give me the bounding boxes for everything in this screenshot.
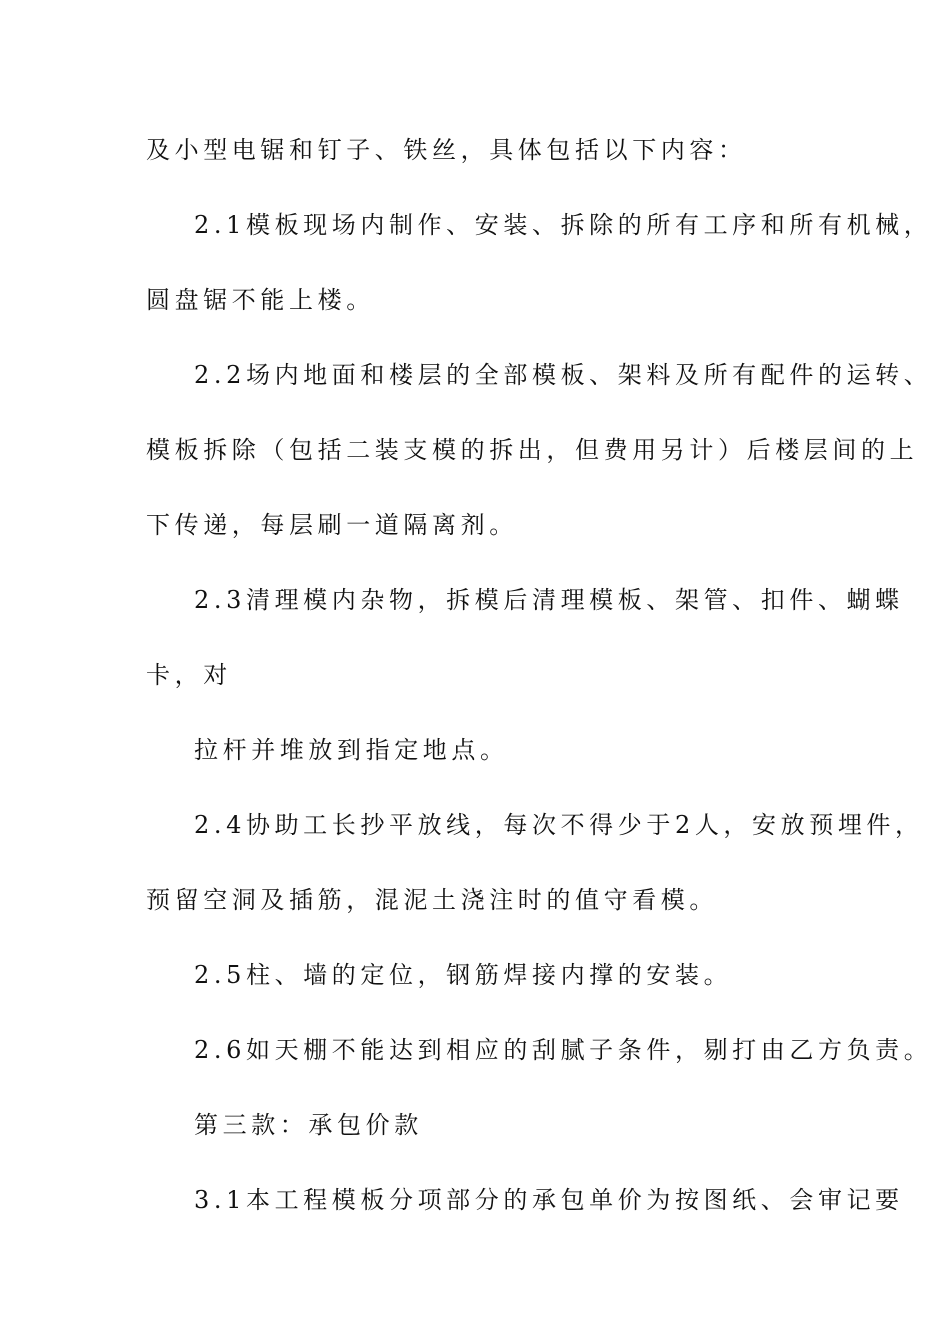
paragraph-line-5: 模板拆除（包括二装支模的拆出，但费用另计）后楼层间的上 bbox=[146, 436, 919, 464]
paragraph-line-12: 2.5柱、墙的定位，钢筋焊接内撑的安装。 bbox=[194, 961, 733, 989]
paragraph-line-2: 2.1模板现场内制作、安装、拆除的所有工序和所有机械， bbox=[194, 211, 933, 239]
section-heading: 第三款：承包价款 bbox=[194, 1111, 423, 1139]
paragraph-line-13: 2.6如天棚不能达到相应的刮腻子条件，剔打由乙方负责。 bbox=[194, 1036, 933, 1064]
paragraph-line-9: 拉杆并堆放到指定地点。 bbox=[194, 736, 509, 764]
paragraph-line-3: 圆盘锯不能上楼。 bbox=[146, 286, 375, 314]
paragraph-line-11: 预留空洞及插筋，混泥土浇注时的值守看模。 bbox=[146, 886, 718, 914]
paragraph-line-15: 3.1本工程模板分项部分的承包单价为按图纸、会审记要 bbox=[194, 1186, 904, 1214]
paragraph-line-1: 及小型电锯和钉子、铁丝，具体包括以下内容： bbox=[146, 136, 747, 164]
paragraph-line-10: 2.4协助工长抄平放线，每次不得少于2人，安放预埋件， bbox=[194, 811, 924, 839]
paragraph-line-7: 2.3清理模内杂物，拆模后清理模板、架管、扣件、蝴蝶 bbox=[194, 586, 904, 614]
paragraph-line-6: 下传递，每层刷一道隔离剂。 bbox=[146, 511, 518, 539]
paragraph-line-8: 卡，对 bbox=[146, 661, 232, 689]
paragraph-line-4: 2.2场内地面和楼层的全部模板、架料及所有配件的运转、 bbox=[194, 361, 933, 389]
